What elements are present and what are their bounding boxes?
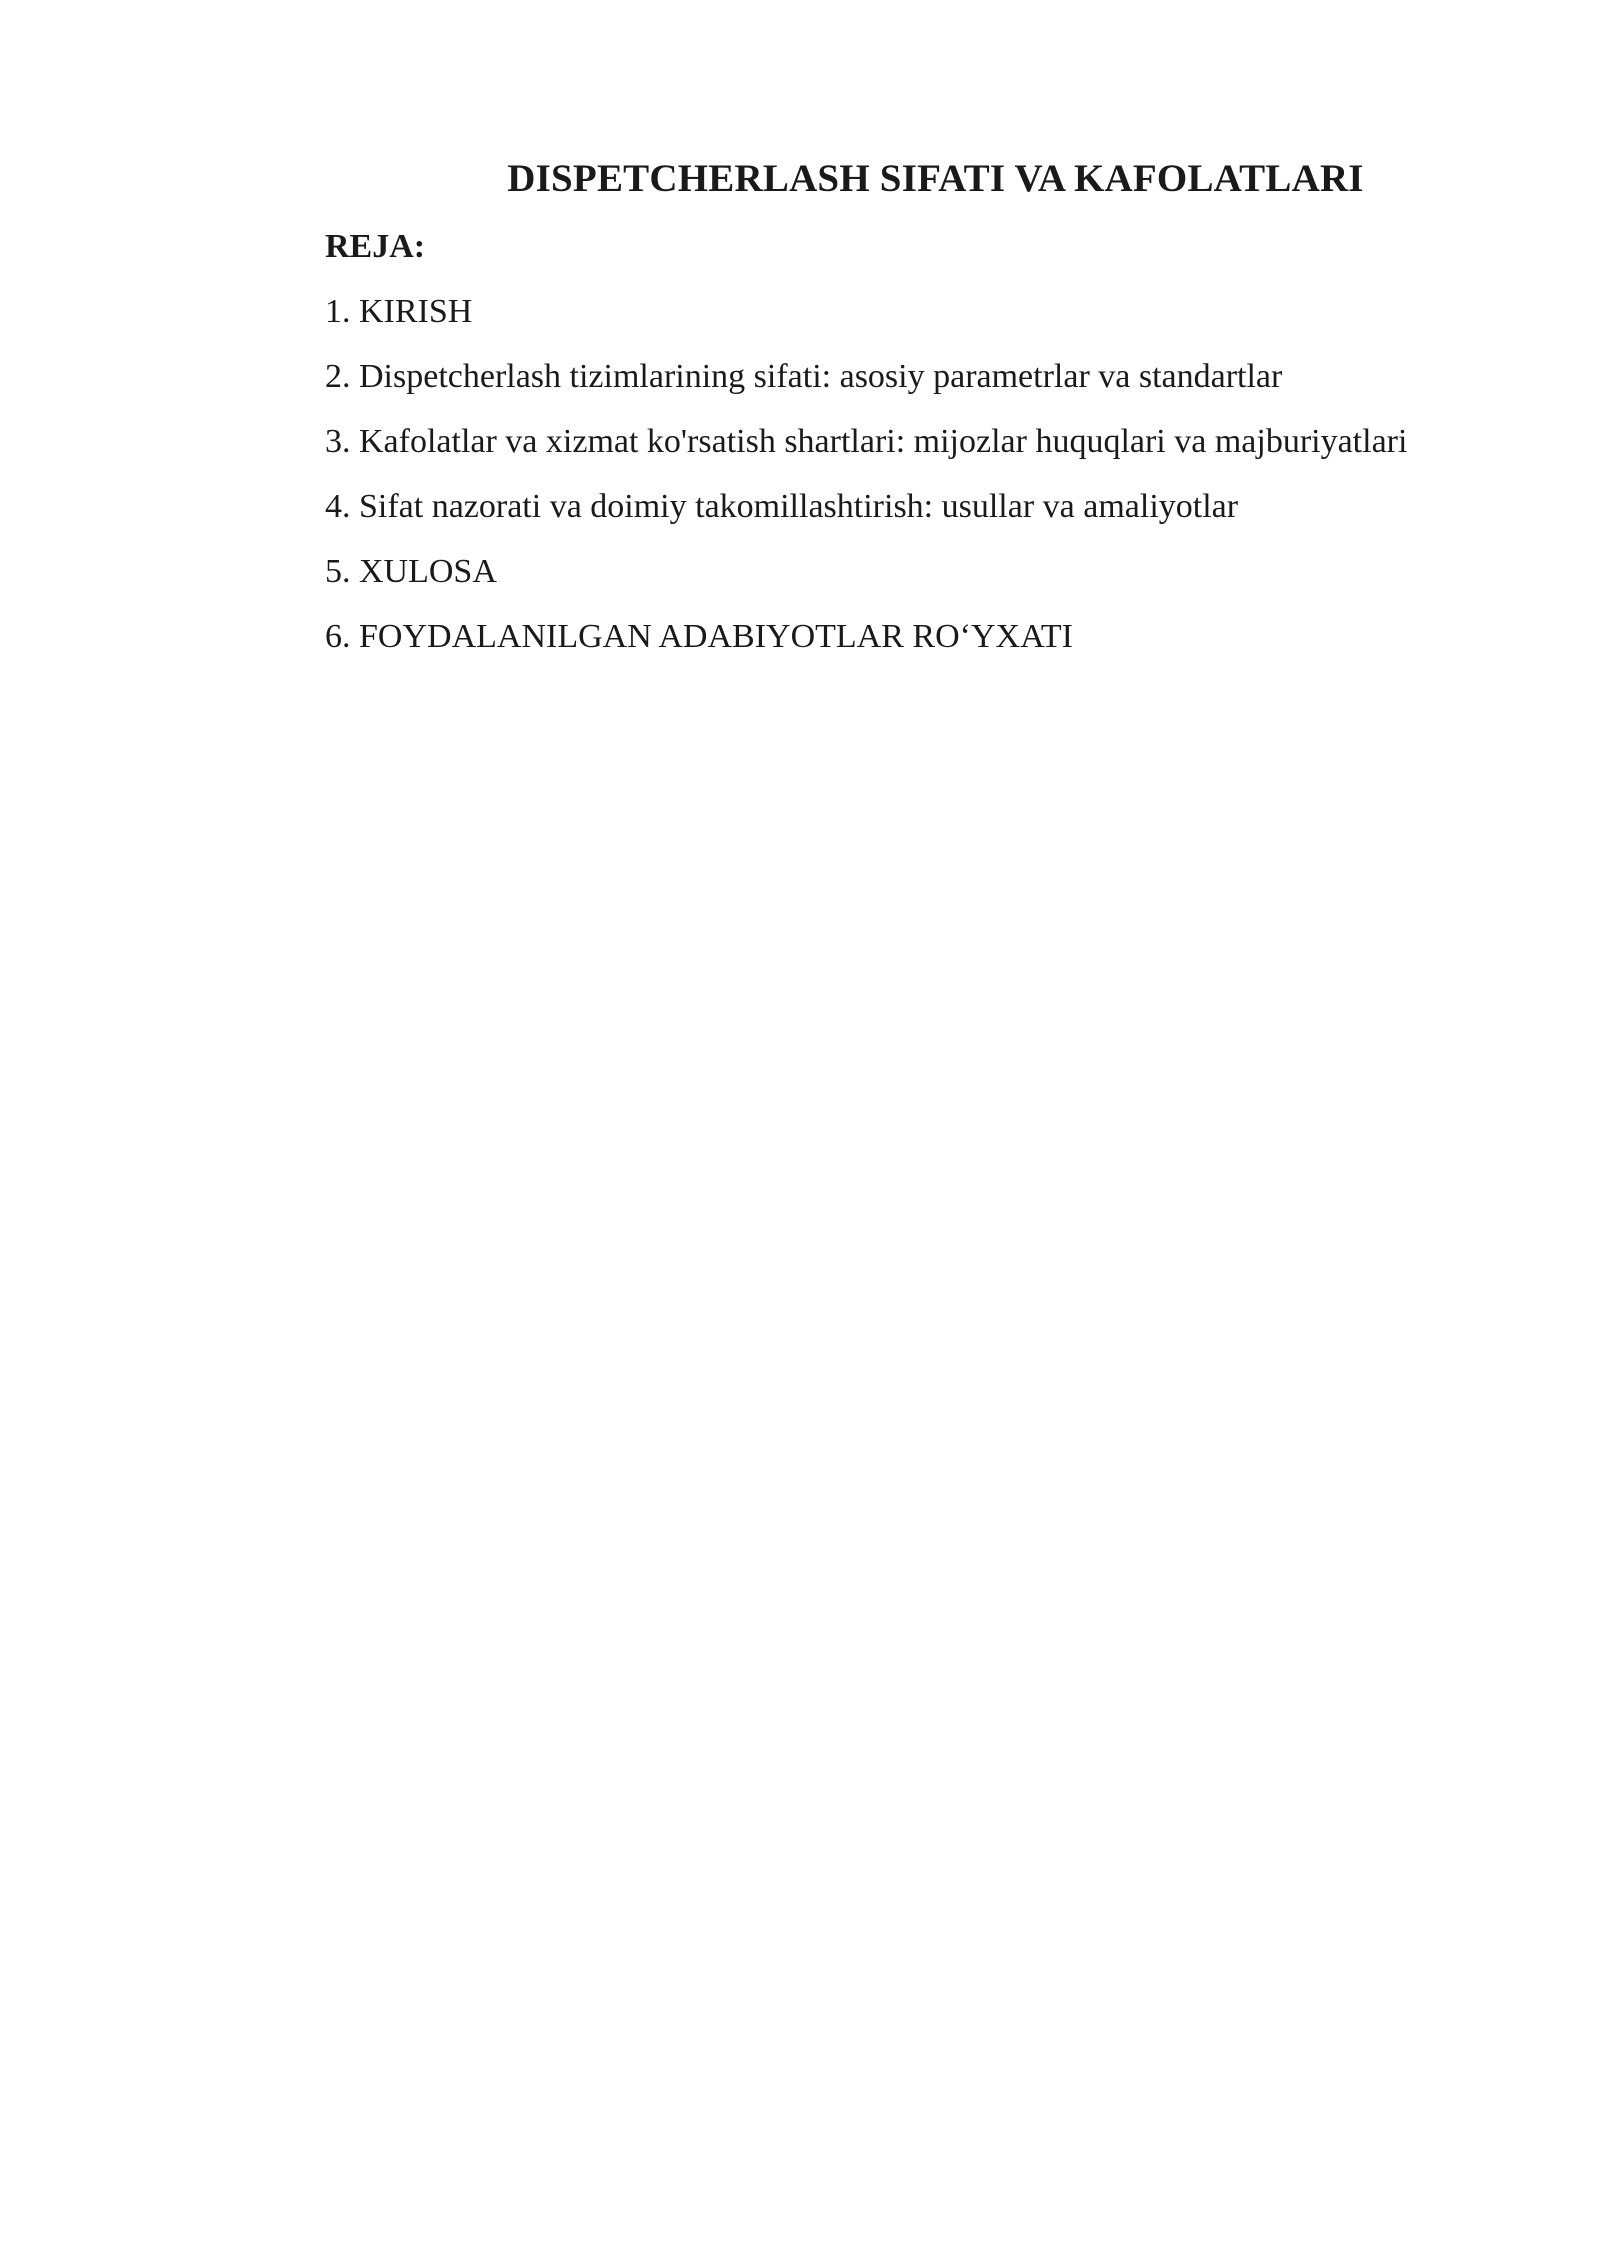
plan-item-6: 6. FOYDALANILGAN ADABIYOTLAR RO‘YXATI (325, 618, 1073, 655)
plan-item-1: 1. KIRISH (325, 293, 473, 330)
plan-item-2: 2. Dispetcherlash tizimlarining sifati: asosiy parametrlar va standartlar (325, 358, 1283, 395)
plan-item-4: 4. Sifat nazorati va doimiy takomillashtirish: usullar va amaliyotlar (325, 488, 1239, 525)
page-content (229, 150, 1487, 669)
plan-heading: REJA: (325, 228, 426, 265)
plan-item-5: 5. XULOSA (325, 553, 497, 590)
plan-item-3: 3. Kafolatlar va xizmat ko'rsatish shartlari: mijozlar huquqlari va majburiyatlari (325, 423, 1408, 460)
plan-list (229, 279, 1487, 669)
document-title: DISPETCHERLASH SIFATI VA KAFOLATLARI (507, 157, 1364, 200)
